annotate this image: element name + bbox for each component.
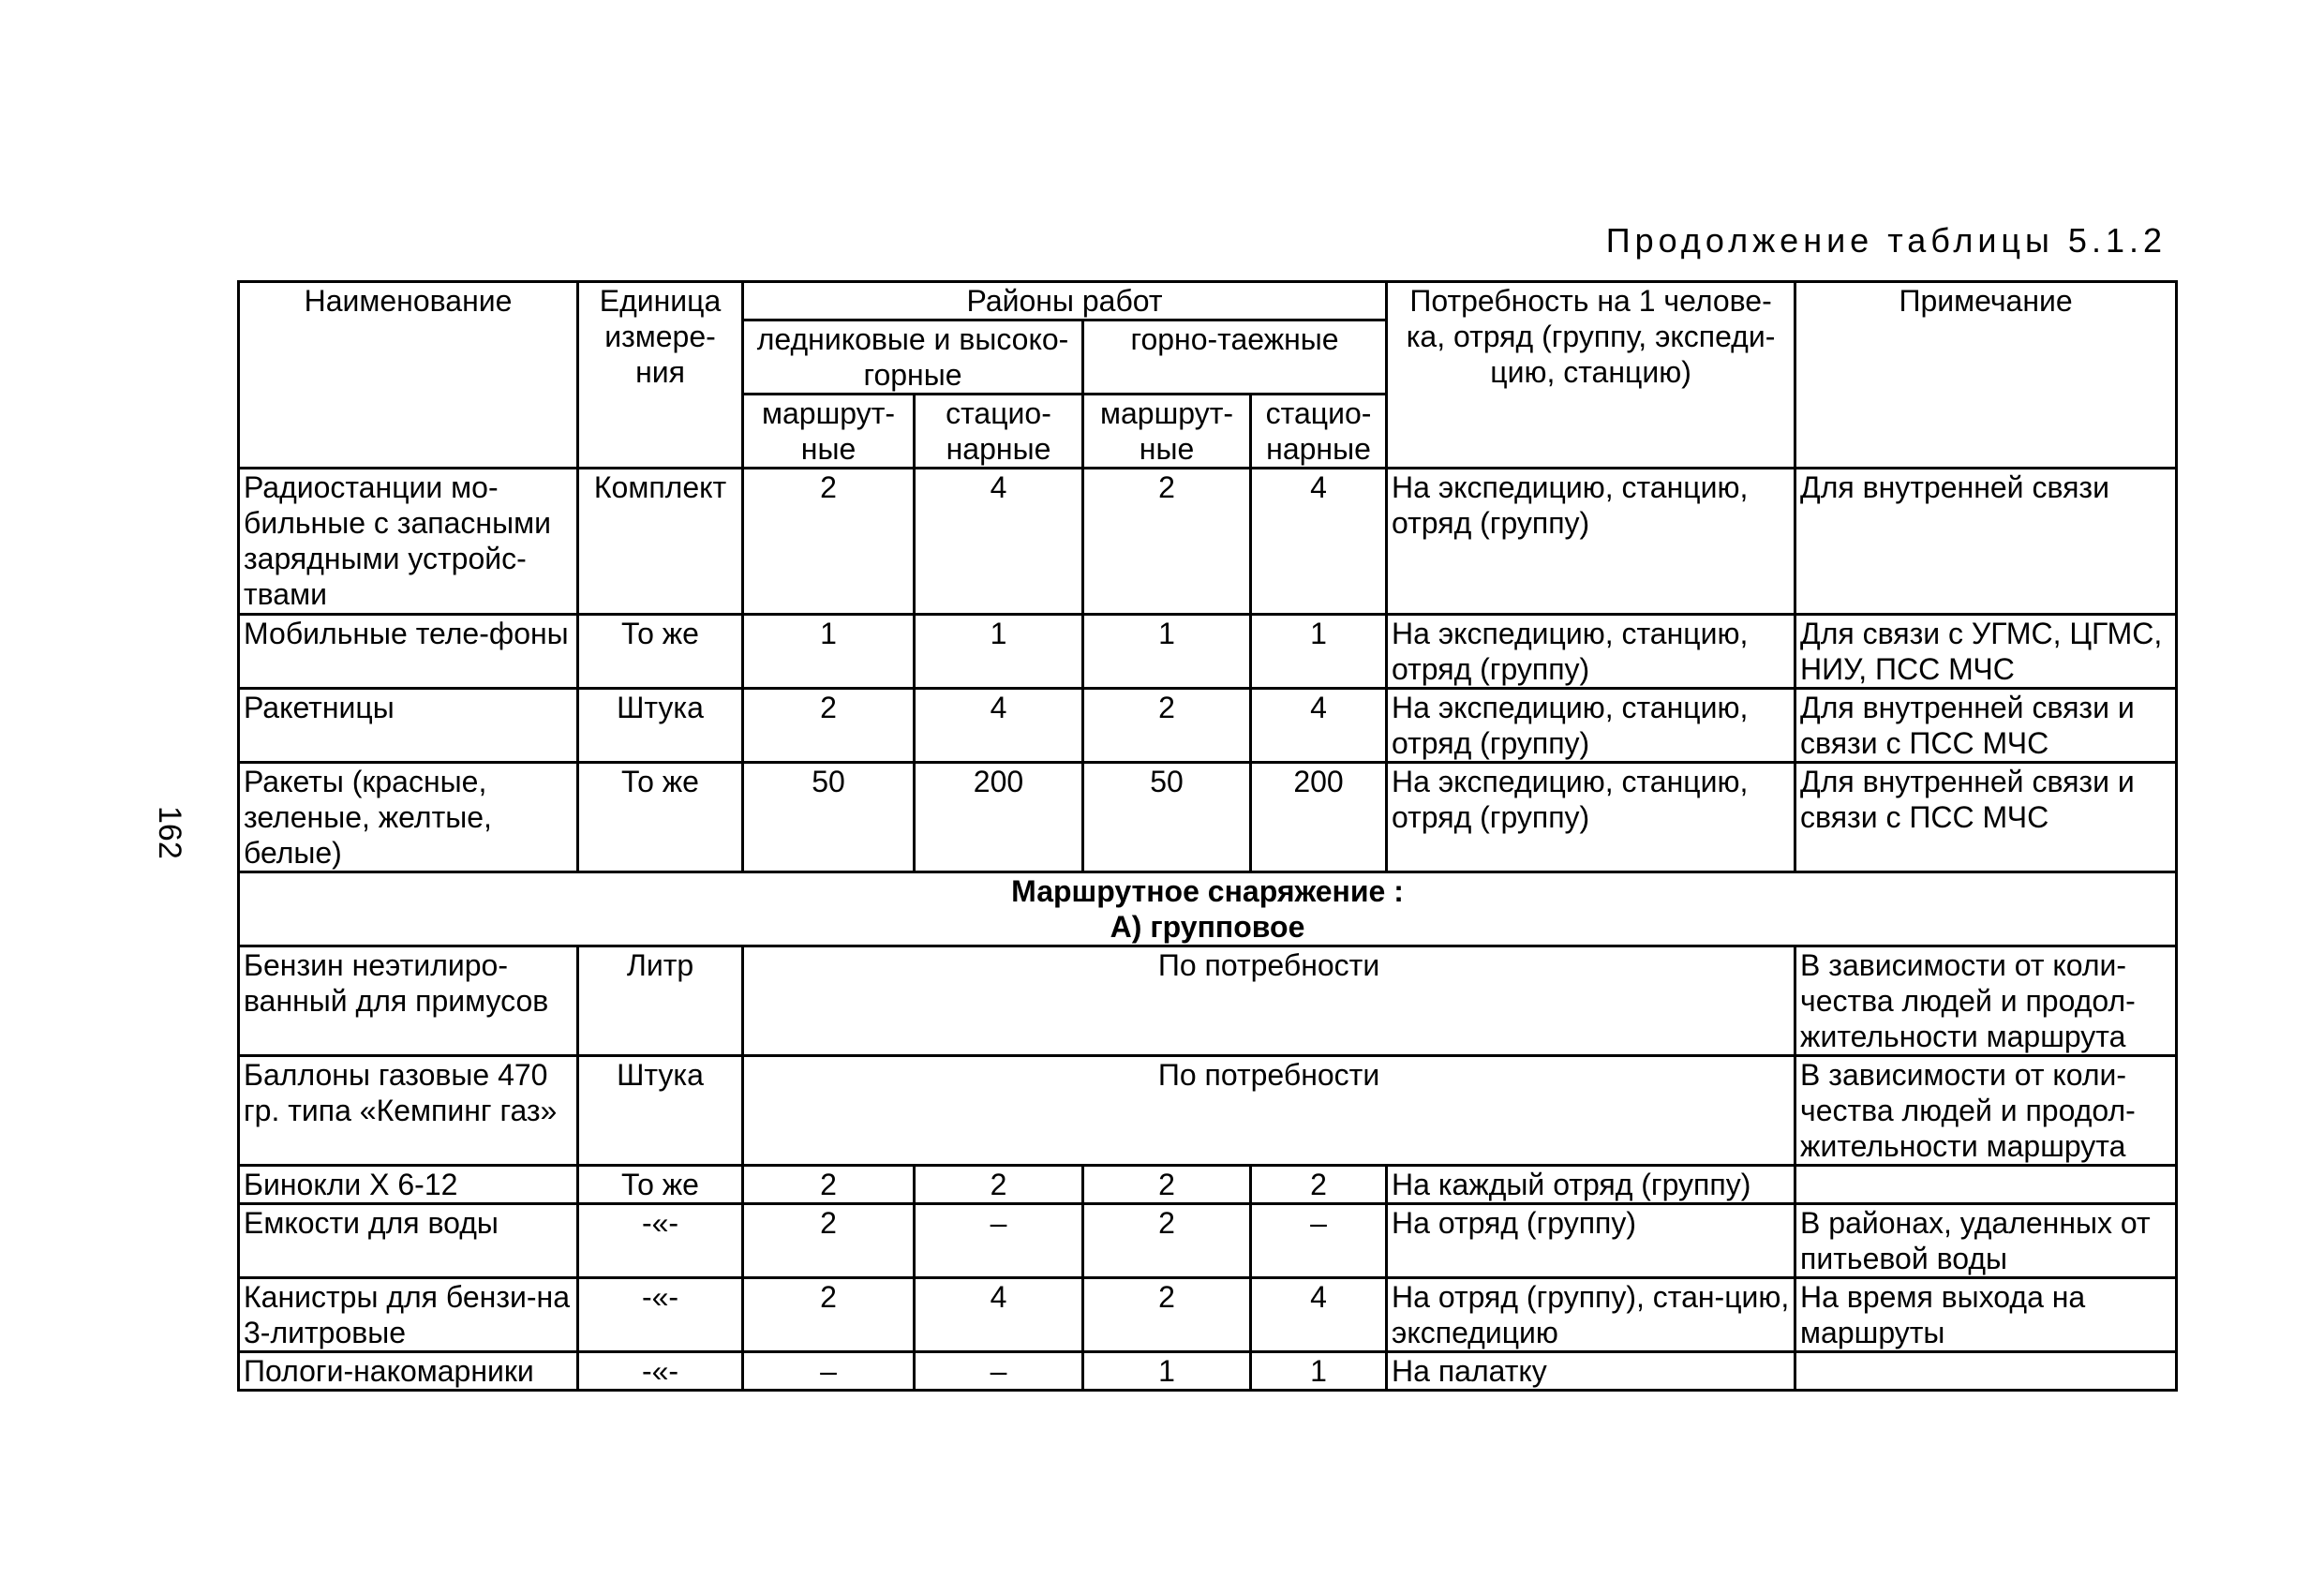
cell-name: Ракеты (красные, зеленые, желтые, белые) (239, 763, 578, 872)
cell-value: 50 (743, 763, 915, 872)
cell-name: Бензин неэтилиро-ванный для примусов (239, 946, 578, 1056)
cell-name: Мобильные теле-фоны (239, 615, 578, 689)
header-row (239, 282, 2177, 320)
cell-unit: -«- (578, 1204, 743, 1278)
cell-value: 2 (743, 1204, 915, 1278)
section-row (239, 872, 2177, 946)
cell-unit: То же (578, 763, 743, 872)
cell-need: На экспедицию, станцию, отряд (группу) (1387, 615, 1795, 689)
cell-value: 2 (1083, 689, 1251, 763)
cell-value: 4 (1251, 469, 1387, 615)
cell-name: Радиостанции мо-бильные с запасными зарядными устройс-твами (239, 469, 578, 615)
cell-value: 2 (743, 469, 915, 615)
cell-value: 2 (1251, 1166, 1387, 1204)
cell-unit: То же (578, 615, 743, 689)
cell-value: 2 (1083, 1278, 1251, 1352)
cell-name: Пологи-накомарники (239, 1352, 578, 1391)
table-row (239, 1278, 2177, 1352)
cell-name: Канистры для бензи-на 3-литровые (239, 1278, 578, 1352)
cell-note: Для внутренней связи и связи с ПСС МЧС (1795, 689, 2177, 763)
section-line: Маршрутное снаряжение : (1011, 874, 1404, 908)
cell-note: Для внутренней связи (1795, 469, 2177, 615)
table-row (239, 469, 2177, 615)
cell-need: На каждый отряд (группу) (1387, 1166, 1795, 1204)
cell-unit: Штука (578, 1056, 743, 1166)
header-stationary: стацио-нарные (1251, 395, 1387, 469)
table-row (239, 1204, 2177, 1278)
cell-unit: То же (578, 1166, 743, 1204)
header-taiga: горно-таежные (1083, 320, 1387, 395)
cell-name: Ракетницы (239, 689, 578, 763)
header-glacier: ледниковые и высоко-горные (743, 320, 1083, 395)
cell-merged-value: По потребности (743, 1056, 1795, 1166)
header-regions: Районы работ (743, 282, 1387, 320)
cell-note: В зависимости от коли-чества людей и продол-жительности маршрута (1795, 1056, 2177, 1166)
cell-value: – (1251, 1204, 1387, 1278)
cell-merged-value: По потребности (743, 946, 1795, 1056)
cell-value: 1 (1083, 1352, 1251, 1391)
cell-value: – (915, 1352, 1083, 1391)
cell-value: 50 (1083, 763, 1251, 872)
cell-note: В районах, удаленных от питьевой воды (1795, 1204, 2177, 1278)
cell-value: 4 (915, 689, 1083, 763)
cell-value: 2 (1083, 1166, 1251, 1204)
cell-unit: Штука (578, 689, 743, 763)
table-row (239, 1166, 2177, 1204)
cell-value: 1 (1083, 615, 1251, 689)
header-stationary: стацио-нарные (915, 395, 1083, 469)
page-number: 162 (152, 806, 187, 859)
table-row (239, 1056, 2177, 1166)
cell-note: Для связи с УГМС, ЦГМС, НИУ, ПСС МЧС (1795, 615, 2177, 689)
cell-value: 200 (915, 763, 1083, 872)
table-row (239, 615, 2177, 689)
cell-name: Емкости для воды (239, 1204, 578, 1278)
section-line: А) групповое (1110, 910, 1305, 944)
table-row (239, 763, 2177, 872)
header-note: Примечание (1795, 282, 2177, 469)
cell-name: Бинокли Х 6-12 (239, 1166, 578, 1204)
cell-value: – (915, 1204, 1083, 1278)
cell-note (1795, 1352, 2177, 1391)
cell-note (1795, 1166, 2177, 1204)
header-name: Наименование (239, 282, 578, 469)
cell-unit: Комплект (578, 469, 743, 615)
cell-note: В зависимости от коли-чества людей и продол-жительности маршрута (1795, 946, 2177, 1056)
cell-need: На палатку (1387, 1352, 1795, 1391)
cell-unit: -«- (578, 1352, 743, 1391)
cell-name: Баллоны газовые 470 гр. типа «Кемпинг газ» (239, 1056, 578, 1166)
cell-note: Для внутренней связи и связи с ПСС МЧС (1795, 763, 2177, 872)
table-caption: Продолжение таблицы 5.1.2 (1605, 221, 2167, 260)
cell-need: На отряд (группу), стан-цию, экспедицию (1387, 1278, 1795, 1352)
cell-need: На экспедицию, станцию, отряд (группу) (1387, 763, 1795, 872)
cell-value: – (743, 1352, 915, 1391)
header-route: маршрут-ные (1083, 395, 1251, 469)
cell-value: 1 (1251, 615, 1387, 689)
cell-value: 4 (1251, 1278, 1387, 1352)
table-row (239, 946, 2177, 1056)
cell-value: 1 (743, 615, 915, 689)
cell-value: 1 (915, 615, 1083, 689)
cell-value: 4 (1251, 689, 1387, 763)
cell-value: 2 (915, 1166, 1083, 1204)
equipment-table (237, 280, 2178, 1392)
cell-value: 2 (1083, 1204, 1251, 1278)
cell-value: 2 (1083, 469, 1251, 615)
table-row (239, 1352, 2177, 1391)
table-row (239, 689, 2177, 763)
cell-unit: Литр (578, 946, 743, 1056)
cell-value: 4 (915, 469, 1083, 615)
cell-unit: -«- (578, 1278, 743, 1352)
cell-need: На экспедицию, станцию, отряд (группу) (1387, 469, 1795, 615)
cell-value: 200 (1251, 763, 1387, 872)
header-route: маршрут-ные (743, 395, 915, 469)
header-unit: Единица измере-ния (578, 282, 743, 469)
header-need: Потребность на 1 челове-ка, отряд (группу, экспеди-цию, станцию) (1387, 282, 1795, 469)
cell-value: 2 (743, 1166, 915, 1204)
cell-value: 2 (743, 689, 915, 763)
cell-value: 1 (1251, 1352, 1387, 1391)
cell-value: 2 (743, 1278, 915, 1352)
section-title (239, 872, 2177, 946)
cell-value: 4 (915, 1278, 1083, 1352)
cell-need: На экспедицию, станцию, отряд (группу) (1387, 689, 1795, 763)
cell-note: На время выхода на маршруты (1795, 1278, 2177, 1352)
cell-need: На отряд (группу) (1387, 1204, 1795, 1278)
